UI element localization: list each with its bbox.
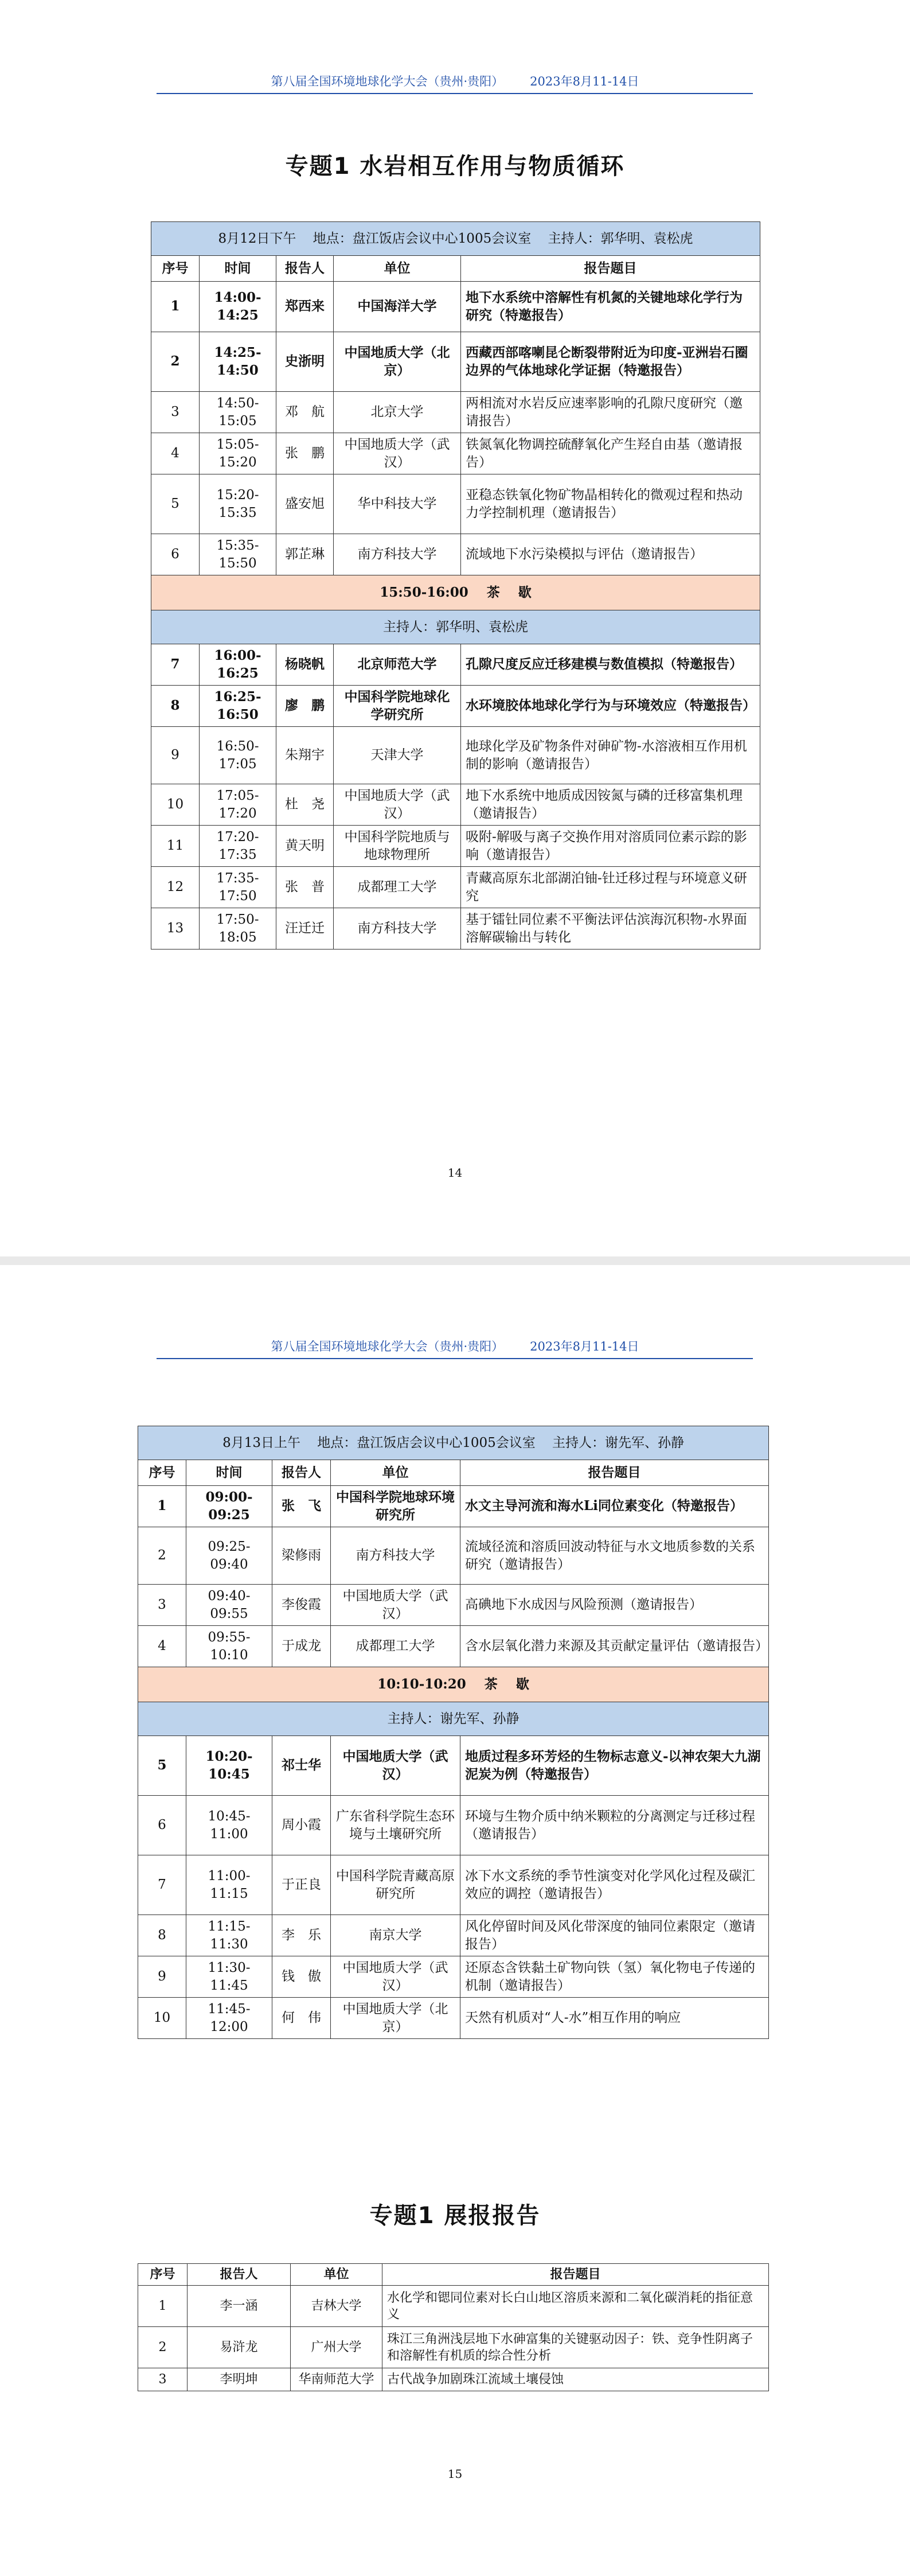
row-number: 11	[151, 826, 200, 867]
row-number: 5	[138, 1736, 186, 1796]
row-speaker: 李俊霞	[272, 1585, 331, 1626]
row-title: 天然有机质对“人-水”相互作用的响应	[460, 1998, 769, 2039]
row-number: 7	[151, 644, 200, 686]
row-time: 09:25-09:40	[186, 1527, 272, 1585]
row-time: 09:40-09:55	[186, 1585, 272, 1626]
row-number: 12	[151, 867, 200, 908]
row-time: 10:20-10:45	[186, 1736, 272, 1796]
row-number: 4	[138, 1626, 186, 1667]
table-row	[138, 1736, 769, 1796]
table-row	[151, 867, 760, 908]
header-conference: 第八届全国环境地球化学大会（贵州·贵阳）	[271, 75, 504, 88]
row-number: 8	[151, 686, 200, 727]
tea-break-text: 10:10-10:20 茶 歇	[377, 1676, 529, 1692]
row-number: 1	[138, 1486, 186, 1527]
row-speaker: 李明坤	[188, 2368, 291, 2391]
row-unit: 天津大学	[334, 727, 461, 784]
row-number: 2	[138, 2327, 188, 2368]
row-speaker: 李 乐	[272, 1915, 331, 1956]
table-row	[151, 784, 760, 826]
table-row	[138, 1956, 769, 1998]
row-speaker: 张 普	[276, 867, 334, 908]
row-unit: 中国地质大学（武汉）	[331, 1736, 460, 1796]
session-info	[151, 222, 760, 256]
row-speaker: 易浒龙	[188, 2327, 291, 2368]
table-row	[138, 2286, 769, 2327]
row-time: 14:50-15:05	[200, 392, 276, 433]
row-speaker: 汪迁迁	[276, 908, 334, 950]
page-header	[0, 72, 910, 90]
column-header: 序号	[138, 2264, 188, 2286]
row-number: 10	[138, 1998, 186, 2039]
row-unit: 中国地质大学（武汉）	[334, 433, 461, 474]
row-unit: 吉林大学	[291, 2286, 382, 2327]
column-header: 时间	[200, 256, 276, 282]
row-unit: 中国科学院地质与地球物理所	[334, 826, 461, 867]
session-table-aug13	[138, 1426, 769, 2039]
row-number: 7	[138, 1855, 186, 1915]
column-header: 报告人	[272, 1460, 331, 1486]
poster-section-title: 专题1 展报报告	[369, 2203, 541, 2229]
session-host-cell	[138, 1702, 769, 1736]
session-host	[138, 1702, 769, 1736]
row-speaker: 郭芷琳	[276, 534, 334, 575]
column-header: 单位	[331, 1460, 460, 1486]
row-number: 6	[151, 534, 200, 575]
row-unit: 北京大学	[334, 392, 461, 433]
row-title: 两相流对水岩反应速率影响的孔隙尺度研究（邀请报告）	[461, 392, 760, 433]
row-title: 水化学和锶同位素对长白山地区溶质来源和二氧化碳消耗的指征意义	[382, 2286, 769, 2327]
row-unit: 北京师范大学	[334, 644, 461, 686]
row-time: 17:50-18:05	[200, 908, 276, 950]
row-unit: 广东省科学院生态环境与土壤研究所	[331, 1796, 460, 1855]
row-title: 流域地下水污染模拟与评估（邀请报告）	[461, 534, 760, 575]
row-unit: 南方科技大学	[331, 1527, 460, 1585]
row-speaker: 杜 尧	[276, 784, 334, 826]
table-row	[151, 332, 760, 392]
row-number: 3	[138, 1585, 186, 1626]
row-unit: 华中科技大学	[334, 474, 461, 534]
table-row	[138, 1626, 769, 1667]
row-time: 15:05-15:20	[200, 433, 276, 474]
column-header: 序号	[151, 256, 200, 282]
table-row	[151, 474, 760, 534]
row-title: 基于镭钍同位素不平衡法评估滨海沉积物-水界面溶解碳输出与转化	[461, 908, 760, 950]
poster-table	[138, 2263, 769, 2391]
row-number: 8	[138, 1915, 186, 1956]
table-row	[138, 1527, 769, 1585]
row-title: 环境与生物介质中纳米颗粒的分离测定与迁移过程（邀请报告）	[460, 1796, 769, 1855]
row-number: 9	[138, 1956, 186, 1998]
table-row	[151, 392, 760, 433]
session-info-text: 8月13日上午 地点：盘江饭店会议中心1005会议室 主持人：谢先军、孙静	[222, 1435, 684, 1450]
row-time: 17:05-17:20	[200, 784, 276, 826]
row-speaker: 黄天明	[276, 826, 334, 867]
page-number: 14	[447, 1166, 463, 1180]
row-time: 15:20-15:35	[200, 474, 276, 534]
row-number: 5	[151, 474, 200, 534]
row-title: 古代战争加剧珠江流域土壤侵蚀	[382, 2368, 769, 2391]
session-host-cell	[151, 610, 760, 644]
column-header: 时间	[186, 1460, 272, 1486]
row-number: 3	[138, 2368, 188, 2391]
header-date: 2023年8月11-14日	[530, 75, 639, 88]
row-unit: 中国科学院地球环境研究所	[331, 1486, 460, 1527]
session-info-cell	[151, 222, 760, 256]
row-number: 10	[151, 784, 200, 826]
table-row	[151, 282, 760, 332]
row-time: 17:20-17:35	[200, 826, 276, 867]
row-speaker: 廖 鹏	[276, 686, 334, 727]
column-header: 报告人	[188, 2264, 291, 2286]
session-info	[138, 1426, 769, 1460]
row-time: 11:00-11:15	[186, 1855, 272, 1915]
row-speaker: 邓 航	[276, 392, 334, 433]
header-rule	[157, 93, 753, 94]
table-row	[138, 1796, 769, 1855]
row-unit: 南方科技大学	[334, 534, 461, 575]
page-header	[0, 1337, 910, 1355]
row-speaker: 于成龙	[272, 1626, 331, 1667]
row-speaker: 郑西来	[276, 282, 334, 332]
column-header: 报告题目	[382, 2264, 769, 2286]
row-title: 地下水系统中地质成因铵氮与磷的迁移富集机理（邀请报告）	[461, 784, 760, 826]
row-time: 10:45-11:00	[186, 1796, 272, 1855]
row-number: 9	[151, 727, 200, 784]
row-speaker: 周小霞	[272, 1796, 331, 1855]
row-title: 含水层氧化潜力来源及其贡献定量评估（邀请报告）	[460, 1626, 769, 1667]
row-speaker: 张 飞	[272, 1486, 331, 1527]
page-1	[0, 0, 910, 1256]
row-number: 3	[151, 392, 200, 433]
row-time: 11:30-11:45	[186, 1956, 272, 1998]
table-row	[151, 908, 760, 950]
row-title: 西藏西部喀喇昆仑断裂带附近为印度-亚洲岩石圈边界的气体地球化学证据（特邀报告）	[461, 332, 760, 392]
row-time: 16:50-17:05	[200, 727, 276, 784]
row-unit: 中国地质大学（武汉）	[334, 784, 461, 826]
row-unit: 南方科技大学	[334, 908, 461, 950]
section-title: 专题1 水岩相互作用与物质循环	[285, 153, 625, 180]
row-unit: 中国地质大学（北京）	[331, 1998, 460, 2039]
table-row	[138, 1486, 769, 1527]
tea-break	[151, 575, 760, 610]
row-time: 16:25-16:50	[200, 686, 276, 727]
row-number: 13	[151, 908, 200, 950]
table-row	[151, 534, 760, 575]
header-date: 2023年8月11-14日	[530, 1340, 639, 1353]
row-time: 16:00-16:25	[200, 644, 276, 686]
row-number: 2	[138, 1527, 186, 1585]
row-speaker: 史浙明	[276, 332, 334, 392]
tea-break	[138, 1667, 769, 1702]
row-title: 高碘地下水成因与风险预测（邀请报告）	[460, 1585, 769, 1626]
page-number: 15	[447, 2467, 463, 2481]
row-title: 孔隙尺度反应迁移建模与数值模拟（特邀报告）	[461, 644, 760, 686]
row-number: 2	[151, 332, 200, 392]
row-title: 风化停留时间及风化带深度的铀同位素限定（邀请报告）	[460, 1915, 769, 1956]
column-header: 单位	[291, 2264, 382, 2286]
row-number: 1	[138, 2286, 188, 2327]
table-row	[151, 727, 760, 784]
row-title: 水环境胶体地球化学行为与环境效应（特邀报告）	[461, 686, 760, 727]
row-speaker: 钱 傲	[272, 1956, 331, 1998]
table-row	[151, 686, 760, 727]
table-header-row	[138, 1460, 769, 1486]
row-time: 09:55-10:10	[186, 1626, 272, 1667]
row-title: 亚稳态铁氧化物矿物晶相转化的微观过程和热动力学控制机理（邀请报告）	[461, 474, 760, 534]
row-unit: 中国海洋大学	[334, 282, 461, 332]
row-time: 15:35-15:50	[200, 534, 276, 575]
row-unit: 成都理工大学	[331, 1626, 460, 1667]
row-unit: 南京大学	[331, 1915, 460, 1956]
row-title: 吸附-解吸与离子交换作用对溶质同位素示踪的影响（邀请报告）	[461, 826, 760, 867]
column-header: 序号	[138, 1460, 186, 1486]
session-table-aug12	[151, 221, 760, 950]
table-row	[151, 433, 760, 474]
table-row	[151, 826, 760, 867]
row-speaker: 朱翔宇	[276, 727, 334, 784]
session-info-text: 8月12日下午 地点：盘江饭店会议中心1005会议室 主持人：郭华明、袁松虎	[218, 231, 693, 246]
session-host-text: 主持人：谢先军、孙静	[387, 1711, 520, 1726]
row-time: 14:25-14:50	[200, 332, 276, 392]
tea-break-cell	[138, 1667, 769, 1702]
table-header-row	[138, 2264, 769, 2286]
session-info-cell	[138, 1426, 769, 1460]
row-unit: 中国地质大学（武汉）	[331, 1956, 460, 1998]
table-header-row	[151, 256, 760, 282]
page-2	[0, 1265, 910, 2576]
row-title: 铁氮氧化物调控硫酵氧化产生羟自由基（邀请报告）	[461, 433, 760, 474]
row-speaker: 张 鹏	[276, 433, 334, 474]
column-header: 报告题目	[460, 1460, 769, 1486]
row-speaker: 李一涵	[188, 2286, 291, 2327]
row-unit: 广州大学	[291, 2327, 382, 2368]
row-unit: 中国地质大学（北京）	[334, 332, 461, 392]
row-speaker: 何 伟	[272, 1998, 331, 2039]
row-speaker: 梁修雨	[272, 1527, 331, 1585]
header-conference: 第八届全国环境地球化学大会（贵州·贵阳）	[271, 1340, 504, 1353]
row-title: 地球化学及矿物条件对砷矿物-水溶液相互作用机制的影响（邀请报告）	[461, 727, 760, 784]
column-header: 报告人	[276, 256, 334, 282]
table-row	[151, 644, 760, 686]
row-time: 17:35-17:50	[200, 867, 276, 908]
row-time: 11:45-12:00	[186, 1998, 272, 2039]
table-row	[138, 1915, 769, 1956]
table-row	[138, 2368, 769, 2391]
row-title: 地质过程多环芳烃的生物标志意义-以神农架大九湖泥炭为例（特邀报告）	[460, 1736, 769, 1796]
row-number: 6	[138, 1796, 186, 1855]
row-speaker: 杨晓帆	[276, 644, 334, 686]
row-number: 1	[151, 282, 200, 332]
row-time: 14:00-14:25	[200, 282, 276, 332]
row-speaker: 盛安旭	[276, 474, 334, 534]
row-title: 还原态含铁黏土矿物向铁（氢）氧化物电子传递的机制（邀请报告）	[460, 1956, 769, 1998]
row-time: 11:15-11:30	[186, 1915, 272, 1956]
row-unit: 中国科学院地球化学研究所	[334, 686, 461, 727]
row-unit: 中国地质大学（武汉）	[331, 1585, 460, 1626]
row-speaker: 于正良	[272, 1855, 331, 1915]
table-row	[138, 1585, 769, 1626]
session-host-text: 主持人：郭华明、袁松虎	[383, 619, 528, 635]
row-number: 4	[151, 433, 200, 474]
table-row	[138, 1998, 769, 2039]
row-title: 地下水系统中溶解性有机氮的关键地球化学行为研究（特邀报告）	[461, 282, 760, 332]
table-row	[138, 2327, 769, 2368]
row-title: 冰下水文系统的季节性演变对化学风化过程及碳汇效应的调控（邀请报告）	[460, 1855, 769, 1915]
tea-break-text: 15:50-16:00 茶 歇	[380, 584, 532, 600]
session-host	[151, 610, 760, 644]
row-unit: 中国科学院青藏高原研究所	[331, 1855, 460, 1915]
row-time: 09:00-09:25	[186, 1486, 272, 1527]
column-header: 单位	[334, 256, 461, 282]
row-unit: 华南师范大学	[291, 2368, 382, 2391]
row-title: 流域径流和溶质回波动特征与水文地质参数的关系研究（邀请报告）	[460, 1527, 769, 1585]
column-header: 报告题目	[461, 256, 760, 282]
row-title: 水文主导河流和海水Li同位素变化（特邀报告）	[460, 1486, 769, 1527]
row-title: 珠江三角洲浅层地下水砷富集的关键驱动因子：铁、竞争性阴离子和溶解性有机质的综合性分析	[382, 2327, 769, 2368]
header-rule	[157, 1358, 753, 1359]
tea-break-cell	[151, 575, 760, 610]
table-row	[138, 1855, 769, 1915]
row-title: 青藏高原东北部湖泊铀-钍迁移过程与环境意义研究	[461, 867, 760, 908]
row-speaker: 祁士华	[272, 1736, 331, 1796]
row-unit: 成都理工大学	[334, 867, 461, 908]
